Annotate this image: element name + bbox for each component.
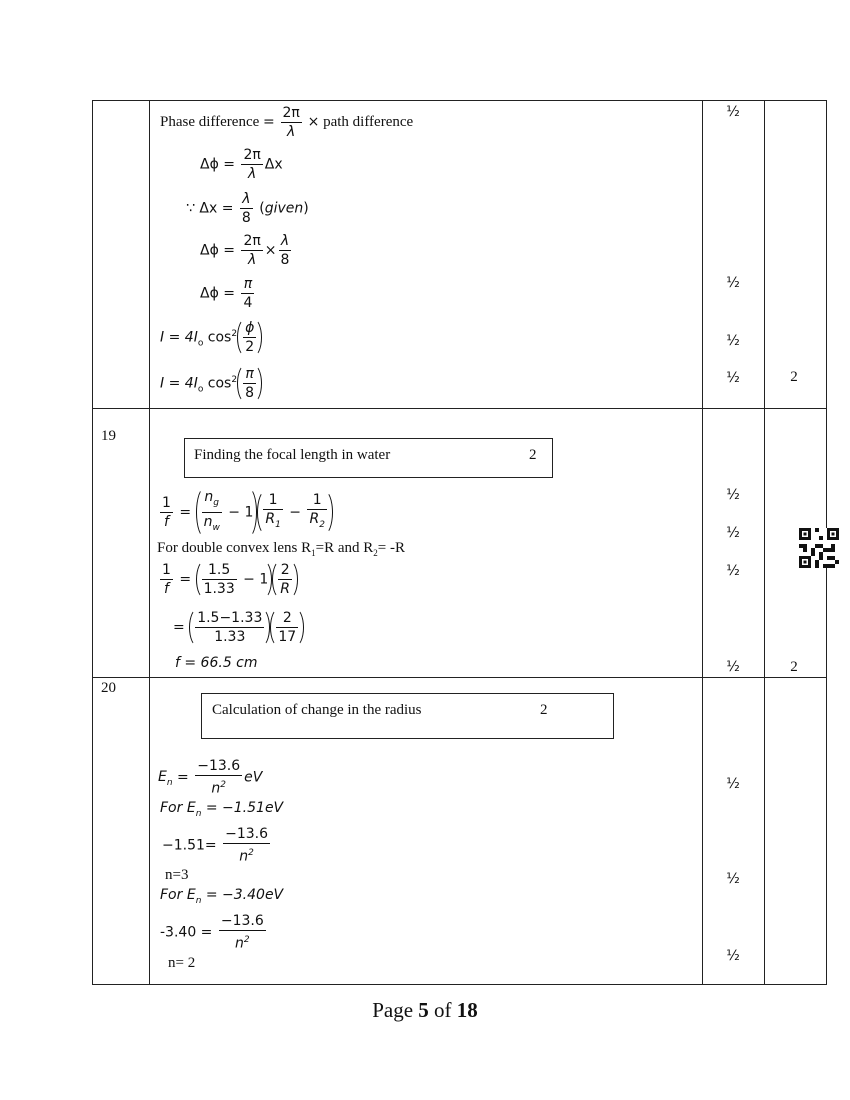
q19-marking-box <box>184 438 553 478</box>
mark-half: ½ <box>726 370 740 386</box>
mark-half: ½ <box>726 948 740 964</box>
table-col-divider <box>92 100 93 985</box>
fraction-2pi-over-lambda: $\frac{2\pi}{\lambda}$ <box>282 105 300 140</box>
energy-condition-1: For $E_n = -1.51eV$ <box>160 800 284 819</box>
mark-half: ½ <box>726 563 740 579</box>
table-border-bottom <box>92 984 827 985</box>
lens-maker-formula: $\frac{1}{f}$ = $\frac{n_g}{n_w}$ − 1 $\frac{1}{R_1}$ − $\frac{1}{R_2}$ <box>158 487 333 538</box>
q19-box-label: Finding the focal length in water <box>194 447 391 463</box>
table-row-divider <box>92 677 827 678</box>
mark-half: ½ <box>726 104 740 120</box>
lens-simplification: = $\frac{1.5-1.33}{1.33}$ $\frac{2}{17}$ <box>173 608 304 647</box>
question-number: 20 <box>101 680 116 696</box>
table-col-divider <box>764 100 765 985</box>
q20-box-marks: 2 <box>540 702 548 718</box>
energy-equation-1: −1.51= $\frac{-13.6}{n^2}$ <box>162 826 268 865</box>
mark-half: ½ <box>726 525 740 541</box>
focal-length-result: f = 66.5 cm <box>175 655 258 671</box>
q20-box-label: Calculation of change in the radius <box>212 702 422 718</box>
mark-half: ½ <box>726 776 740 792</box>
q20-marking-box <box>201 693 614 739</box>
qr-code-image <box>799 528 839 568</box>
q19-box-marks: 2 <box>529 447 537 463</box>
energy-formula: $E_n$ = $\frac{-13.6}{n^2}$ eV <box>158 758 263 797</box>
total-marks: 2 <box>790 659 798 675</box>
q18-dx-given: ∵ Δx = $\frac{\lambda}{8}$ (given) <box>186 191 309 226</box>
table-row-divider <box>92 408 827 409</box>
q18-dphi-substitute: Δϕ = $\frac{2\pi}{\lambda}$ × $\frac{\lambda}{8}$ <box>200 233 290 268</box>
n-result-1: n=3 <box>165 867 189 883</box>
mark-half: ½ <box>726 333 740 349</box>
mark-half: ½ <box>726 659 740 675</box>
lens-substitution: $\frac{1}{f}$ = $\frac{1.5}{1.33}$ − 1 $\frac{2}{R}$ <box>158 560 298 599</box>
mark-half: ½ <box>726 487 740 503</box>
table-col-divider <box>702 100 703 985</box>
mark-half: ½ <box>726 871 740 887</box>
energy-equation-2: -3.40 = $\frac{-13.6}{n^2}$ <box>160 913 264 952</box>
phase-label: Phase difference <box>160 113 260 130</box>
q18-dphi-result: Δϕ = $\frac{\pi}{4}$ <box>200 276 253 311</box>
n-result-2: n= 2 <box>168 955 196 971</box>
mark-half: ½ <box>726 275 740 291</box>
table-border-top <box>92 100 827 101</box>
table-col-divider <box>149 100 150 985</box>
page-footer: Page 5 of 18 <box>372 998 478 1022</box>
q18-intensity-formula: $I = 4I_o$ $\cos^2$ $\frac{\phi}{2}$ <box>160 318 262 357</box>
energy-condition-2: For $E_n = -3.40eV$ <box>160 887 284 906</box>
question-number: 19 <box>101 428 116 444</box>
q18-intensity-result: $I = 4I_o$ $\cos^2$ $\frac{\pi}{8}$ <box>160 364 262 403</box>
lens-note: For double convex lens $R_1=R$ and $R_2= -R$ <box>157 540 406 558</box>
q18-phase-difference-line: Phase difference = $\frac{2\pi}{\lambda}$ × path difference <box>160 105 414 140</box>
q18-dphi-formula: Δϕ = $\frac{2\pi}{\lambda}$ Δx <box>200 147 283 182</box>
total-marks: 2 <box>790 369 798 385</box>
path-difference-label: path difference <box>323 113 414 130</box>
